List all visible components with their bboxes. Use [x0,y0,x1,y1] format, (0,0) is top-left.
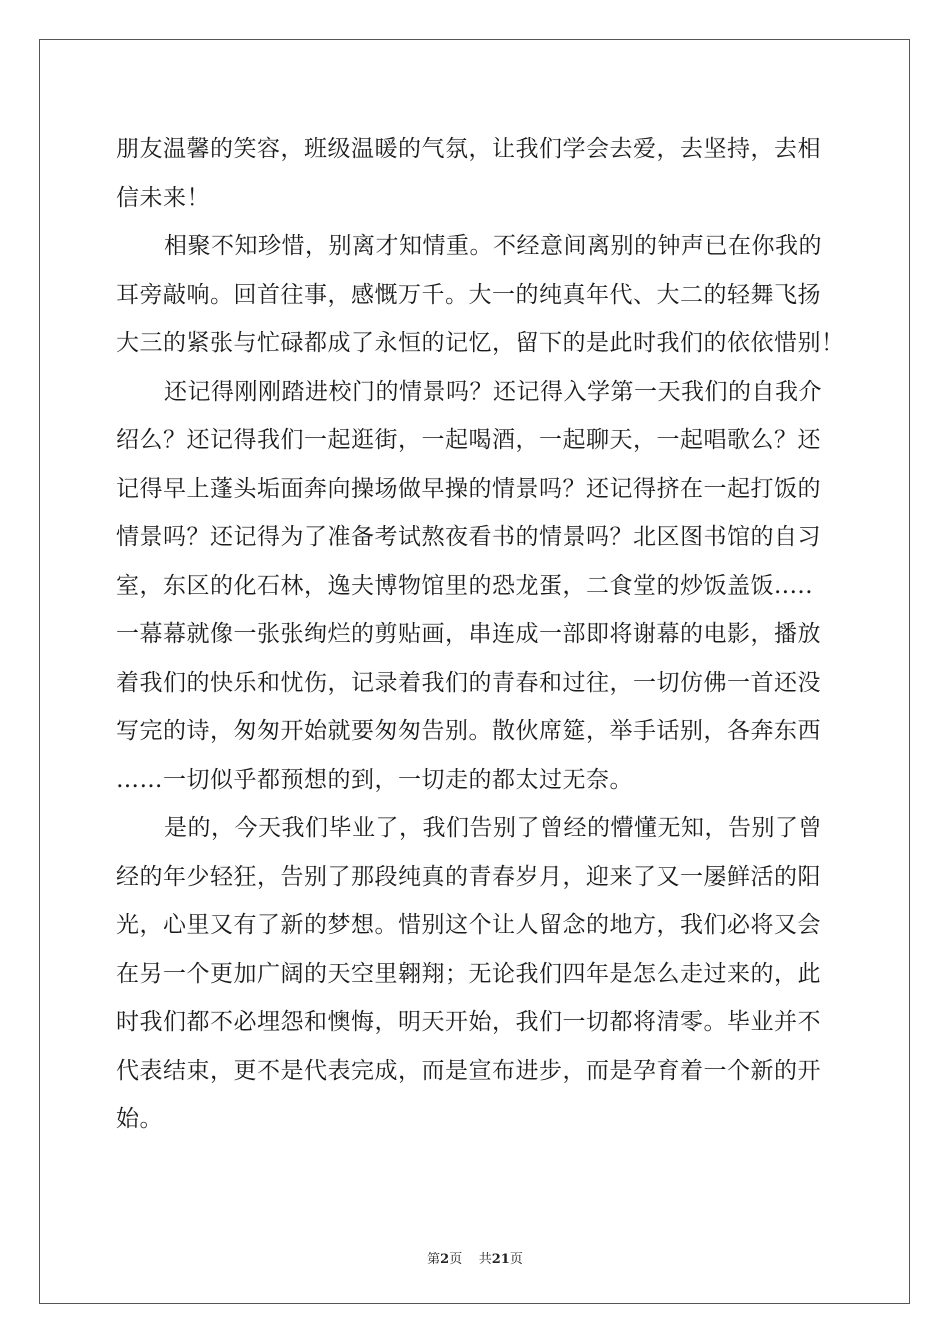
text-line: 情景吗？还记得为了准备考试熬夜看书的情景吗？北区图书馆的自习 [116,524,821,550]
footer-page-number: 2 [440,1252,450,1267]
text-line: 在另一个更加广阔的天空里翱翔；无论我们四年是怎么走过来的，此 [116,960,821,987]
text-line: 时我们都不必埋怨和懊悔，明天开始，我们一切都将清零。毕业并不 [116,1009,821,1035]
text-line: 记得早上蓬头垢面奔向操场做早操的情景吗？还记得挤在一起打饭的 [116,475,821,502]
text-line: 始。 [116,1106,163,1132]
text-line: 一幕幕就像一张张绚烂的剪贴画，串连成一部即将谢幕的电影，播放 [116,621,821,647]
paragraph [116,368,836,805]
text-line: 朋友温馨的笑容，班级温暖的气氛，让我们学会去爱，去坚持，去相 [116,136,821,162]
footer-page-label: 第 [427,1252,441,1267]
text-line: 耳旁敲响。回首往事，感慨万千。大一的纯真年代、大二的轻舞飞扬 [116,281,821,308]
text-line: 代表结束，更不是代表完成，而是宣布进步，而是孕育着一个新的开 [116,1057,821,1084]
text-line: 光，心里又有了新的梦想。惜别这个让人留念的地方，我们必将又会 [116,912,821,938]
text-line: 写完的诗，匆匆开始就要匆匆告别。散伙席筵，举手话别，各奔东西 [116,718,821,744]
document-body [116,125,845,1144]
text-line: 还记得刚刚踏进校门的情景吗？还记得入学第一天我们的自我介 [164,378,822,405]
text-line: 经的年少轻狂，告别了那段纯真的青春岁月，迎来了又一屡鲜活的阳 [116,863,821,890]
text-line: 是的，今天我们毕业了，我们告别了曾经的懵懂无知，告别了曾 [164,815,822,841]
paragraph [116,125,836,222]
footer-total-suffix: 页 [509,1252,523,1267]
paragraph [116,804,836,1144]
text-line: 室，东区的化石林，逸夫博物馆里的恐龙蛋，二食堂的炒饭盖饭..... [116,572,814,599]
text-line: 相聚不知珍惜，别离才知情重。不经意间离别的钟声已在你我的 [164,233,822,259]
text-line: ……一切似乎都预想的到，一切走的都太过无奈。 [116,766,633,793]
text-line: 大三的紧张与忙碌都成了永恒的记忆，留下的是此时我们的依依惜别！ [116,330,845,356]
text-line: 信未来！ [116,184,210,211]
footer-total-label: 共 [478,1252,492,1267]
paragraph [116,222,845,368]
text-line: 绍么？还记得我们一起逛街，一起喝酒，一起聊天，一起唱歌么？还 [116,427,821,453]
text-line: 着我们的快乐和忧伤，记录着我们的青春和过往，一切仿佛一首还没 [116,669,821,696]
page-footer [0,1248,950,1267]
footer-total-pages: 21 [491,1252,510,1267]
footer-page-suffix: 页 [449,1252,463,1267]
